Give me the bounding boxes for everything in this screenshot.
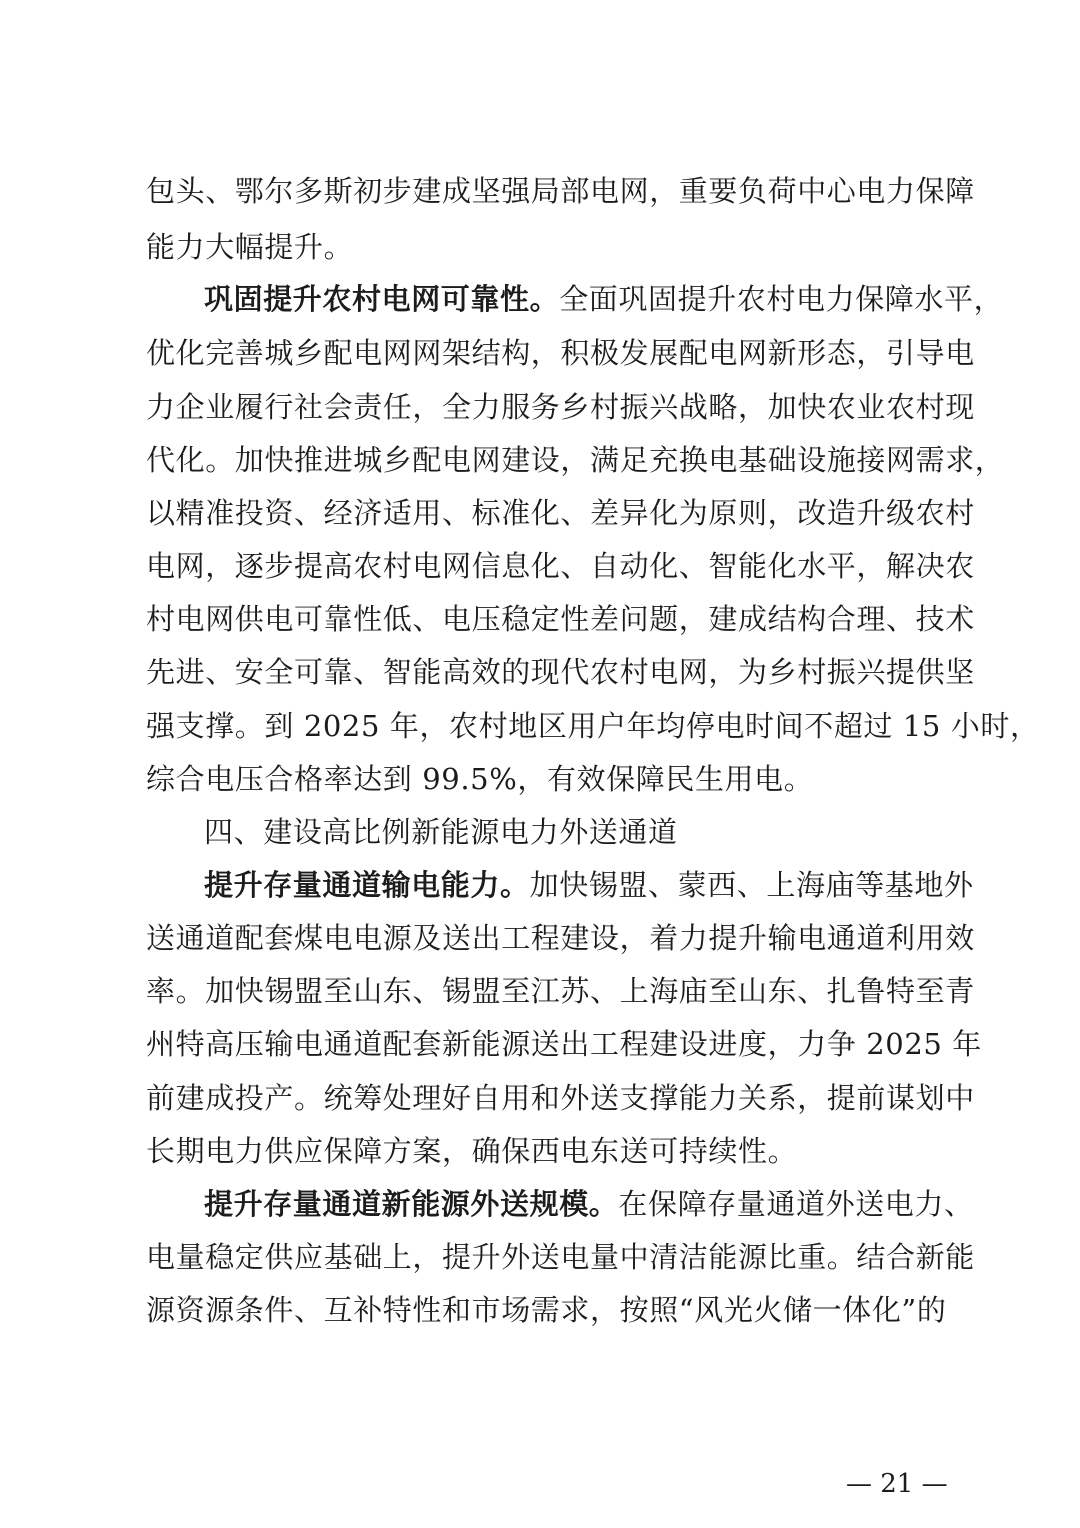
paragraph-line — [204, 270, 1004, 328]
paragraph-lead-heading: 提升存量通道新能源外送规模。 — [204, 1187, 619, 1221]
paragraph-line: 包头、鄂尔多斯初步建成坚强局部电网，重要负荷中心电力保障 — [146, 174, 975, 208]
paragraph-line: 以精准投资、经济适用、标准化、差异化为原则，改造升级农村 — [146, 496, 975, 530]
paragraph-line: 能力大幅提升。 — [146, 230, 354, 264]
paragraph-line: 先进、安全可靠、智能高效的现代农村电网，为乡村振兴提供坚 — [146, 655, 975, 689]
paragraph-line — [204, 1175, 974, 1233]
paragraph-line: 优化完善城乡配电网网架结构，积极发展配电网新形态，引导电 — [146, 336, 975, 370]
paragraph-text: 加快锡盟、蒙西、上海庙等基地外 — [529, 868, 974, 902]
paragraph-line: 前建成投产。统筹处理好自用和外送支撑能力关系，提前谋划中 — [146, 1081, 975, 1115]
paragraph-line: 强支撑。到 2025 年，农村地区用户年均停电时间不超过 15 小时， — [146, 709, 1040, 743]
paragraph-line: 电网，逐步提高农村电网信息化、自动化、智能化水平，解决农 — [146, 549, 975, 583]
paragraph-lead-heading: 提升存量通道输电能力。 — [204, 868, 530, 902]
paragraph-line: 综合电压合格率达到 99.5%，有效保障民生用电。 — [146, 762, 814, 796]
paragraph-line: 电量稳定供应基础上，提升外送电量中清洁能源比重。结合新能 — [146, 1240, 975, 1274]
paragraph-lead-heading: 巩固提升农村电网可靠性。 — [204, 282, 560, 316]
paragraph-text: 在保障存量通道外送电力、 — [618, 1187, 974, 1221]
paragraph-line: 送通道配套煤电电源及送出工程建设，着力提升输电通道利用效 — [146, 921, 975, 955]
paragraph-line: 源资源条件、互补特性和市场需求，按照“风光火储一体化”的 — [146, 1293, 947, 1327]
paragraph-text: 全面巩固提升农村电力保障水平， — [559, 282, 1004, 316]
paragraph-line: 率。加快锡盟至山东、锡盟至江苏、上海庙至山东、扎鲁特至青 — [146, 974, 975, 1008]
paragraph-line: 力企业履行社会责任，全力服务乡村振兴战略，加快农业农村现 — [146, 390, 975, 424]
paragraph-line: 州特高压输电通道配套新能源送出工程建设进度，力争 2025 年 — [146, 1027, 982, 1061]
section-heading: 四、建设高比例新能源电力外送通道 — [204, 815, 678, 849]
paragraph-line — [204, 856, 974, 914]
paragraph-line: 代化。加快推进城乡配电网建设，满足充换电基础设施接网需求， — [146, 443, 1005, 477]
paragraph-line: 村电网供电可靠性低、电压稳定性差问题，建成结构合理、技术 — [146, 602, 975, 636]
page-number: — 21 — — [846, 1469, 948, 1499]
paragraph-line: 长期电力供应保障方案，确保西电东送可持续性。 — [146, 1134, 798, 1168]
